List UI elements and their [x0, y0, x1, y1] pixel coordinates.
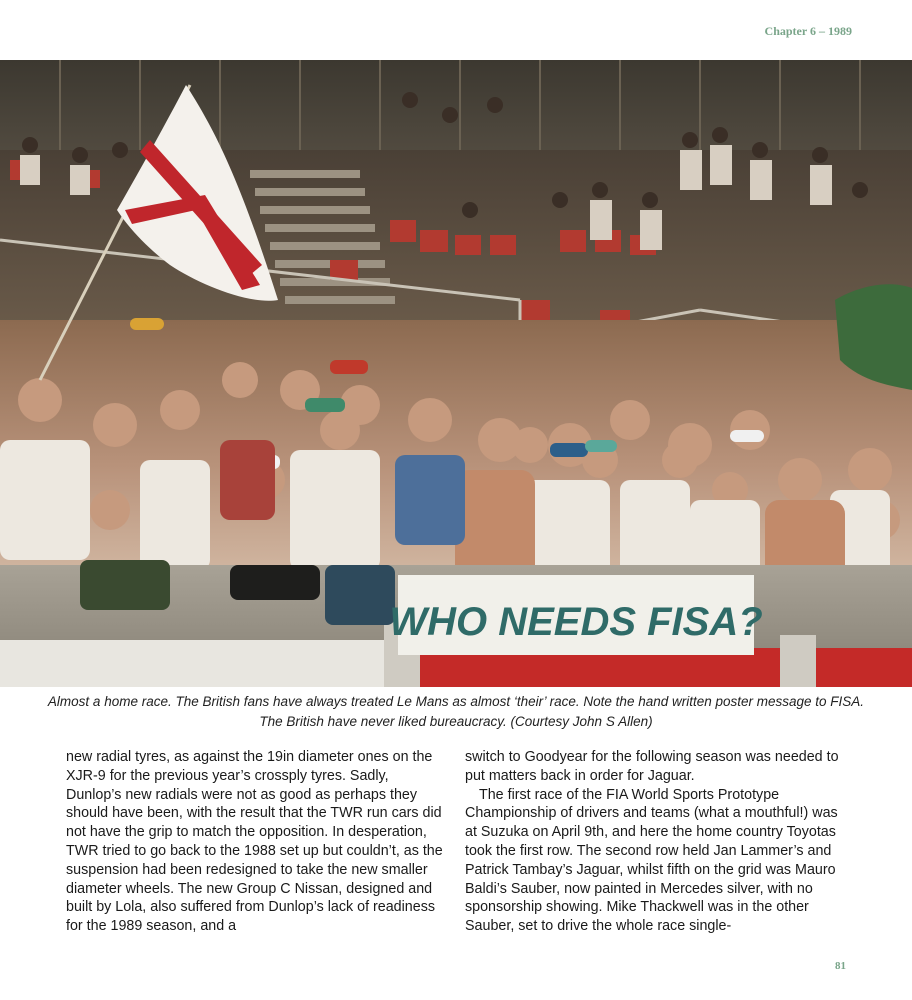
paragraph: new radial tyres, as against the 19in diameter ones on the XJR-9 for the previous year’s crossply tyres. Sadly, Dunlop’s new radials were not as good as perhaps they should have been, with the result that the TWR run cars did not have the grip to match the opposition. In desperation, TWR tried to go back to the 1988 set up but couldn’t, as the suspension had been redesigned to take the new smaller diameter wheels. The new Group C Nissan, designed and built by Lola, also suffered from Dunlop’s lack of readiness for the 1989 season, and a — [66, 749, 443, 935]
paragraph: switch to Goodyear for the following season was needed to put matters back in order for Jaguar. — [465, 749, 839, 784]
banner-text: WHO NEEDS FISA? — [389, 600, 763, 644]
right-column — [465, 748, 849, 936]
photo-caption: Almost a home race. The British fans have always treated Le Mans as almost ‘their’ race. Note the hand written poster message to FISA. The British have never liked bureaucracy. (Courtesy John S Allen) — [47, 694, 865, 729]
left-column — [66, 748, 446, 936]
crowd-photo — [0, 60, 912, 687]
paragraph: The first race of the FIA World Sports Prototype Championship of drivers and teams (what a mouthful!) was at Suzuka on April 9th, and here the home country Toyotas took the first row. The second row held Jan Lammer’s and Patrick Tambay’s Jaguar, whilst fifth on the grid was Mauro Baldi’s Sauber, now painted in Mercedes silver, with no sponsorship showing. Mike Thackwell was in the other Sauber, set to drive the whole race single- — [465, 786, 838, 935]
running-head: Chapter 6 – 1989 — [764, 24, 852, 38]
page-number: 81 — [835, 960, 846, 972]
